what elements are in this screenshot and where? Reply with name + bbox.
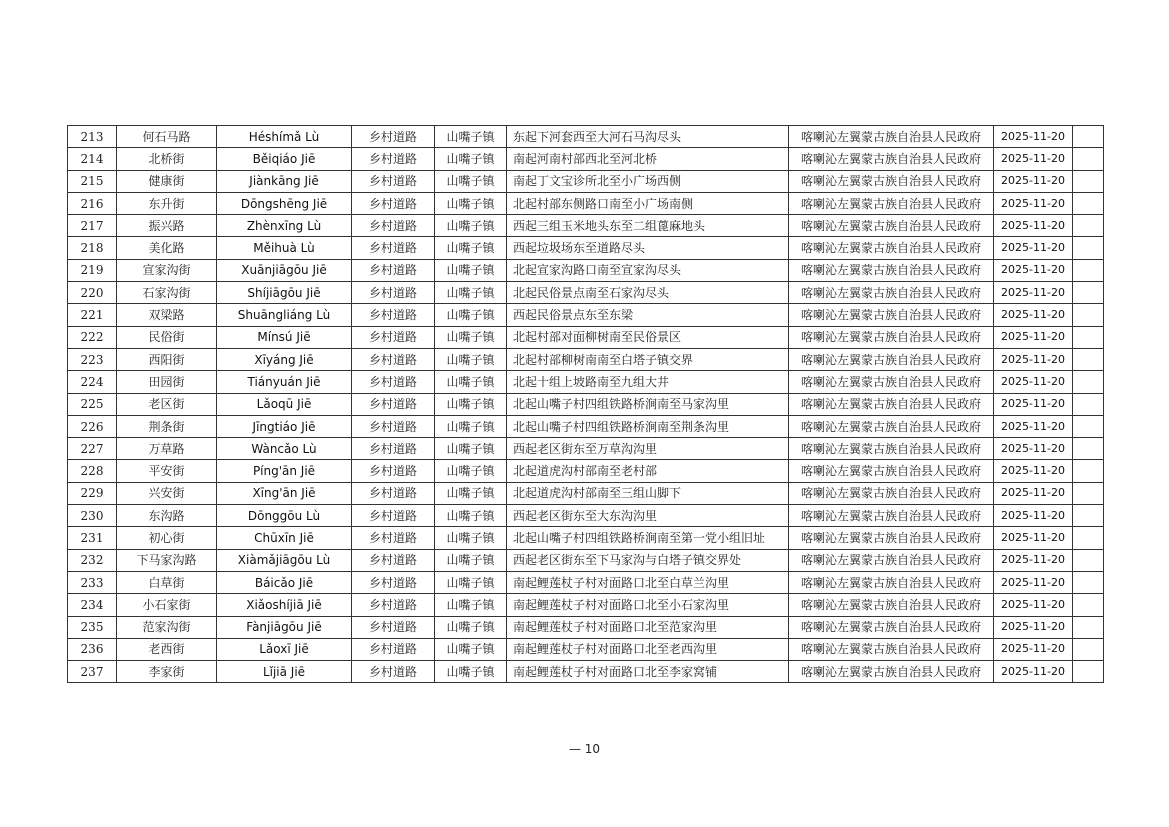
town-name-cell: 山嘴子镇 [435,126,507,148]
table-row [68,594,1104,616]
table-row [68,393,1104,415]
street-name-pinyin-cell: Shuāngliáng Lù [217,304,352,326]
road-category-cell: 乡村道路 [352,170,435,192]
remarks-cell [1073,170,1104,192]
approval-date-cell: 2025-11-20 [994,237,1073,259]
road-extent-description-cell: 北起山嘴子村四组铁路桥涧南至荆条沟里 [507,415,789,437]
street-name-cell: 东升街 [117,192,217,214]
street-name-cell: 荆条街 [117,415,217,437]
remarks-cell [1073,282,1104,304]
approving-authority-cell: 喀喇沁左翼蒙古族自治县人民政府 [789,371,994,393]
approval-date-cell: 2025-11-20 [994,571,1073,593]
approval-date-cell: 2025-11-20 [994,148,1073,170]
row-number-cell: 220 [68,282,117,304]
town-name-cell: 山嘴子镇 [435,638,507,660]
road-extent-description-cell: 西起老区街东至万草沟沟里 [507,438,789,460]
road-category-cell: 乡村道路 [352,527,435,549]
row-number-cell: 219 [68,259,117,281]
street-name-cell: 老区街 [117,393,217,415]
approval-date-cell: 2025-11-20 [994,661,1073,683]
road-extent-description-cell: 南起鲤莲杖子村对面路口北至老西沟里 [507,638,789,660]
remarks-cell [1073,371,1104,393]
remarks-cell [1073,638,1104,660]
row-number-cell: 230 [68,505,117,527]
table-row [68,438,1104,460]
remarks-cell [1073,549,1104,571]
road-extent-description-cell: 南起鲤莲杖子村对面路口北至白草兰沟里 [507,571,789,593]
remarks-cell [1073,215,1104,237]
approving-authority-cell: 喀喇沁左翼蒙古族自治县人民政府 [789,661,994,683]
road-category-cell: 乡村道路 [352,237,435,259]
approval-date-cell: 2025-11-20 [994,527,1073,549]
table-row [68,571,1104,593]
approval-date-cell: 2025-11-20 [994,460,1073,482]
table-row [68,304,1104,326]
table-row [68,282,1104,304]
town-name-cell: 山嘴子镇 [435,527,507,549]
approval-date-cell: 2025-11-20 [994,616,1073,638]
town-name-cell: 山嘴子镇 [435,237,507,259]
row-number-cell: 213 [68,126,117,148]
street-name-pinyin-cell: Héshímǎ Lù [217,126,352,148]
approving-authority-cell: 喀喇沁左翼蒙古族自治县人民政府 [789,215,994,237]
row-number-cell: 235 [68,616,117,638]
road-extent-description-cell: 北起村部东侧路口南至小广场南侧 [507,192,789,214]
page-number: — 10 [568,742,601,756]
table-row [68,527,1104,549]
approval-date-cell: 2025-11-20 [994,505,1073,527]
road-extent-description-cell: 西起老区街东至大东沟沟里 [507,505,789,527]
town-name-cell: 山嘴子镇 [435,505,507,527]
remarks-cell [1073,505,1104,527]
street-name-pinyin-cell: Wàncǎo Lù [217,438,352,460]
table-row [68,371,1104,393]
road-extent-description-cell: 南起丁文宝诊所北至小广场西侧 [507,170,789,192]
approving-authority-cell: 喀喇沁左翼蒙古族自治县人民政府 [789,505,994,527]
approval-date-cell: 2025-11-20 [994,371,1073,393]
table-row [68,259,1104,281]
remarks-cell [1073,460,1104,482]
road-category-cell: 乡村道路 [352,326,435,348]
remarks-cell [1073,192,1104,214]
approval-date-cell: 2025-11-20 [994,326,1073,348]
approving-authority-cell: 喀喇沁左翼蒙古族自治县人民政府 [789,393,994,415]
street-name-pinyin-cell: Xīyáng Jiē [217,348,352,370]
road-category-cell: 乡村道路 [352,259,435,281]
road-extent-description-cell: 南起河南村部西北至河北桥 [507,148,789,170]
street-name-cell: 平安街 [117,460,217,482]
street-name-cell: 李家街 [117,661,217,683]
street-name-pinyin-cell: Xiǎoshíjiā Jiē [217,594,352,616]
street-name-cell: 老西街 [117,638,217,660]
table-row [68,616,1104,638]
street-name-pinyin-cell: Dōnggōu Lù [217,505,352,527]
approval-date-cell: 2025-11-20 [994,549,1073,571]
street-name-pinyin-cell: Lǎoqū Jiē [217,393,352,415]
town-name-cell: 山嘴子镇 [435,192,507,214]
approval-date-cell: 2025-11-20 [994,348,1073,370]
row-number-cell: 226 [68,415,117,437]
street-name-cell: 民俗街 [117,326,217,348]
row-number-cell: 236 [68,638,117,660]
table-row [68,505,1104,527]
approval-date-cell: 2025-11-20 [994,215,1073,237]
approving-authority-cell: 喀喇沁左翼蒙古族自治县人民政府 [789,348,994,370]
road-category-cell: 乡村道路 [352,571,435,593]
street-name-cell: 美化路 [117,237,217,259]
approval-date-cell: 2025-11-20 [994,638,1073,660]
street-name-pinyin-cell: Zhènxīng Lù [217,215,352,237]
road-category-cell: 乡村道路 [352,438,435,460]
street-name-cell: 初心街 [117,527,217,549]
table-row [68,192,1104,214]
street-name-cell: 万草路 [117,438,217,460]
street-name-cell: 振兴路 [117,215,217,237]
street-names-table [67,125,1104,683]
approving-authority-cell: 喀喇沁左翼蒙古族自治县人民政府 [789,482,994,504]
street-name-pinyin-cell: Shíjiāgōu Jiē [217,282,352,304]
road-extent-description-cell: 北起道虎沟村部南至老村部 [507,460,789,482]
road-category-cell: 乡村道路 [352,282,435,304]
approving-authority-cell: 喀喇沁左翼蒙古族自治县人民政府 [789,326,994,348]
row-number-cell: 218 [68,237,117,259]
approving-authority-cell: 喀喇沁左翼蒙古族自治县人民政府 [789,170,994,192]
town-name-cell: 山嘴子镇 [435,170,507,192]
row-number-cell: 229 [68,482,117,504]
road-extent-description-cell: 北起村部对面柳树南至民俗景区 [507,326,789,348]
remarks-cell [1073,148,1104,170]
row-number-cell: 233 [68,571,117,593]
row-number-cell: 223 [68,348,117,370]
approval-date-cell: 2025-11-20 [994,393,1073,415]
approving-authority-cell: 喀喇沁左翼蒙古族自治县人民政府 [789,304,994,326]
remarks-cell [1073,661,1104,683]
approval-date-cell: 2025-11-20 [994,192,1073,214]
town-name-cell: 山嘴子镇 [435,571,507,593]
approving-authority-cell: 喀喇沁左翼蒙古族自治县人民政府 [789,237,994,259]
row-number-cell: 224 [68,371,117,393]
street-name-pinyin-cell: Tiányuán Jiē [217,371,352,393]
remarks-cell [1073,126,1104,148]
row-number-cell: 234 [68,594,117,616]
street-name-cell: 白草街 [117,571,217,593]
road-extent-description-cell: 西起民俗景点东至东梁 [507,304,789,326]
town-name-cell: 山嘴子镇 [435,304,507,326]
approving-authority-cell: 喀喇沁左翼蒙古族自治县人民政府 [789,549,994,571]
road-category-cell: 乡村道路 [352,505,435,527]
road-category-cell: 乡村道路 [352,638,435,660]
approving-authority-cell: 喀喇沁左翼蒙古族自治县人民政府 [789,192,994,214]
table-row [68,661,1104,683]
street-name-pinyin-cell: Xiàmǎjiāgōu Lù [217,549,352,571]
road-extent-description-cell: 北起道虎沟村部南至三组山脚下 [507,482,789,504]
approving-authority-cell: 喀喇沁左翼蒙古族自治县人民政府 [789,571,994,593]
town-name-cell: 山嘴子镇 [435,371,507,393]
street-name-pinyin-cell: Píng'ān Jiē [217,460,352,482]
approval-date-cell: 2025-11-20 [994,482,1073,504]
approval-date-cell: 2025-11-20 [994,259,1073,281]
road-extent-description-cell: 北起十组上坡路南至九组大井 [507,371,789,393]
approving-authority-cell: 喀喇沁左翼蒙古族自治县人民政府 [789,415,994,437]
street-name-cell: 小石家街 [117,594,217,616]
street-name-pinyin-cell: Lǐjiā Jiē [217,661,352,683]
approving-authority-cell: 喀喇沁左翼蒙古族自治县人民政府 [789,638,994,660]
road-category-cell: 乡村道路 [352,594,435,616]
road-category-cell: 乡村道路 [352,371,435,393]
remarks-cell [1073,438,1104,460]
town-name-cell: 山嘴子镇 [435,393,507,415]
street-name-pinyin-cell: Běiqiáo Jiē [217,148,352,170]
road-category-cell: 乡村道路 [352,126,435,148]
town-name-cell: 山嘴子镇 [435,148,507,170]
approving-authority-cell: 喀喇沁左翼蒙古族自治县人民政府 [789,460,994,482]
road-category-cell: 乡村道路 [352,192,435,214]
approval-date-cell: 2025-11-20 [994,282,1073,304]
town-name-cell: 山嘴子镇 [435,282,507,304]
road-category-cell: 乡村道路 [352,549,435,571]
table-row [68,638,1104,660]
table-row [68,482,1104,504]
remarks-cell [1073,304,1104,326]
street-name-pinyin-cell: Jiànkāng Jiē [217,170,352,192]
table-body [68,126,1104,683]
street-name-cell: 北桥街 [117,148,217,170]
town-name-cell: 山嘴子镇 [435,438,507,460]
road-extent-description-cell: 南起鲤莲杖子村对面路口北至李家窝铺 [507,661,789,683]
approval-date-cell: 2025-11-20 [994,438,1073,460]
road-extent-description-cell: 北起村部柳树南南至白塔子镇交界 [507,348,789,370]
town-name-cell: 山嘴子镇 [435,549,507,571]
approving-authority-cell: 喀喇沁左翼蒙古族自治县人民政府 [789,438,994,460]
table-row [68,326,1104,348]
town-name-cell: 山嘴子镇 [435,259,507,281]
road-category-cell: 乡村道路 [352,415,435,437]
street-name-pinyin-cell: Chūxīn Jiē [217,527,352,549]
road-category-cell: 乡村道路 [352,482,435,504]
remarks-cell [1073,527,1104,549]
road-category-cell: 乡村道路 [352,215,435,237]
street-name-cell: 何石马路 [117,126,217,148]
road-category-cell: 乡村道路 [352,304,435,326]
town-name-cell: 山嘴子镇 [435,594,507,616]
remarks-cell [1073,237,1104,259]
town-name-cell: 山嘴子镇 [435,616,507,638]
town-name-cell: 山嘴子镇 [435,482,507,504]
remarks-cell [1073,571,1104,593]
remarks-cell [1073,348,1104,370]
table-row [68,215,1104,237]
town-name-cell: 山嘴子镇 [435,460,507,482]
row-number-cell: 227 [68,438,117,460]
road-category-cell: 乡村道路 [352,460,435,482]
road-extent-description-cell: 北起宣家沟路口南至宣家沟尽头 [507,259,789,281]
remarks-cell [1073,616,1104,638]
approving-authority-cell: 喀喇沁左翼蒙古族自治县人民政府 [789,527,994,549]
row-number-cell: 215 [68,170,117,192]
street-name-pinyin-cell: Báicǎo Jiē [217,571,352,593]
road-extent-description-cell: 西起垃圾场东至道路尽头 [507,237,789,259]
road-category-cell: 乡村道路 [352,616,435,638]
approving-authority-cell: 喀喇沁左翼蒙古族自治县人民政府 [789,282,994,304]
street-name-pinyin-cell: Mínsú Jiē [217,326,352,348]
street-name-pinyin-cell: Dōngshēng Jiē [217,192,352,214]
town-name-cell: 山嘴子镇 [435,326,507,348]
approving-authority-cell: 喀喇沁左翼蒙古族自治县人民政府 [789,148,994,170]
table-row [68,549,1104,571]
street-name-cell: 下马家沟路 [117,549,217,571]
road-category-cell: 乡村道路 [352,661,435,683]
approval-date-cell: 2025-11-20 [994,594,1073,616]
street-name-cell: 健康街 [117,170,217,192]
street-name-pinyin-cell: Lǎoxī Jiē [217,638,352,660]
street-name-cell: 宣家沟街 [117,259,217,281]
remarks-cell [1073,482,1104,504]
street-name-cell: 范家沟街 [117,616,217,638]
table-row [68,148,1104,170]
row-number-cell: 214 [68,148,117,170]
street-name-pinyin-cell: Fànjiāgōu Jiē [217,616,352,638]
road-extent-description-cell: 西起三组玉米地头东至二组蓖麻地头 [507,215,789,237]
street-name-cell: 双梁路 [117,304,217,326]
row-number-cell: 228 [68,460,117,482]
table-row [68,348,1104,370]
road-extent-description-cell: 西起老区街东至下马家沟与白塔子镇交界处 [507,549,789,571]
approving-authority-cell: 喀喇沁左翼蒙古族自治县人民政府 [789,259,994,281]
approving-authority-cell: 喀喇沁左翼蒙古族自治县人民政府 [789,616,994,638]
row-number-cell: 225 [68,393,117,415]
approving-authority-cell: 喀喇沁左翼蒙古族自治县人民政府 [789,126,994,148]
street-name-pinyin-cell: Měihuà Lù [217,237,352,259]
row-number-cell: 237 [68,661,117,683]
street-name-pinyin-cell: Xuānjiāgōu Jiē [217,259,352,281]
approval-date-cell: 2025-11-20 [994,415,1073,437]
remarks-cell [1073,393,1104,415]
town-name-cell: 山嘴子镇 [435,348,507,370]
remarks-cell [1073,594,1104,616]
road-extent-description-cell: 东起下河套西至大河石马沟尽头 [507,126,789,148]
road-extent-description-cell: 北起民俗景点南至石家沟尽头 [507,282,789,304]
road-extent-description-cell: 北起山嘴子村四组铁路桥涧南至马家沟里 [507,393,789,415]
table-row [68,415,1104,437]
road-extent-description-cell: 南起鲤莲杖子村对面路口北至小石家沟里 [507,594,789,616]
table-row [68,170,1104,192]
remarks-cell [1073,259,1104,281]
remarks-cell [1073,415,1104,437]
street-name-pinyin-cell: Jīngtiáo Jiē [217,415,352,437]
street-name-pinyin-cell: Xīng'ān Jiē [217,482,352,504]
street-name-cell: 西阳街 [117,348,217,370]
road-extent-description-cell: 北起山嘴子村四组铁路桥涧南至第一党小组旧址 [507,527,789,549]
row-number-cell: 222 [68,326,117,348]
approval-date-cell: 2025-11-20 [994,126,1073,148]
road-category-cell: 乡村道路 [352,393,435,415]
street-name-cell: 兴安街 [117,482,217,504]
row-number-cell: 217 [68,215,117,237]
town-name-cell: 山嘴子镇 [435,661,507,683]
road-category-cell: 乡村道路 [352,348,435,370]
table-row [68,460,1104,482]
road-extent-description-cell: 南起鲤莲杖子村对面路口北至范家沟里 [507,616,789,638]
town-name-cell: 山嘴子镇 [435,215,507,237]
row-number-cell: 221 [68,304,117,326]
row-number-cell: 216 [68,192,117,214]
table-row [68,237,1104,259]
approving-authority-cell: 喀喇沁左翼蒙古族自治县人民政府 [789,594,994,616]
town-name-cell: 山嘴子镇 [435,415,507,437]
street-name-cell: 田园街 [117,371,217,393]
remarks-cell [1073,326,1104,348]
street-name-cell: 东沟路 [117,505,217,527]
row-number-cell: 231 [68,527,117,549]
street-name-cell: 石家沟街 [117,282,217,304]
approval-date-cell: 2025-11-20 [994,170,1073,192]
road-category-cell: 乡村道路 [352,148,435,170]
table-row [68,126,1104,148]
approval-date-cell: 2025-11-20 [994,304,1073,326]
row-number-cell: 232 [68,549,117,571]
